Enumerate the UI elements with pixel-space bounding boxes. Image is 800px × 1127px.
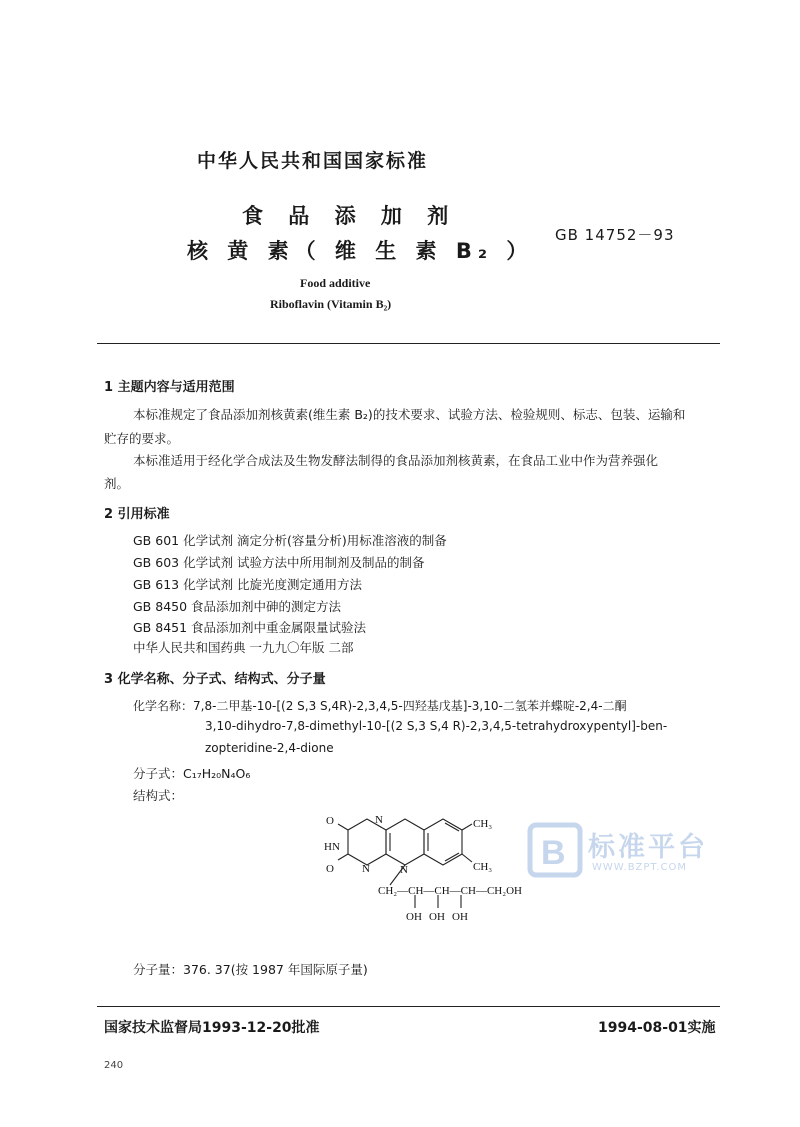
molecular-weight: 分子量：376. 37(按 1987 年国际原子量) [133,962,368,977]
molecular-formula [133,764,250,782]
reference-item: GB 613 化学试剂 比旋光度测定通用方法 [133,577,363,592]
n-bottom-label: N [362,863,370,875]
side-chain-label: CH₂—CH—CH—CH—CH₂OH [378,885,522,897]
section1-para2-line2: 剂。 [104,476,130,491]
section3-heading: 3 化学名称、分子式、结构式、分子量 [104,672,326,687]
hydroxyl-label: OH [452,911,468,923]
reference-item: GB 603 化学试剂 试验方法中所用制剂及制品的制备 [133,555,425,570]
top-rule [97,343,720,344]
section1-para1-line2: 贮存的要求。 [104,431,180,446]
title-en-line1: Food additive [300,276,371,290]
title-cn-line1: 食 品 添 加 剂 [242,204,458,228]
hydroxyl-label: OH [406,911,422,923]
nh-label: HN [324,841,340,853]
n-top-label: N [375,814,383,826]
watermark-logo-letter: B [541,834,566,872]
oxygen-bottom-label: O [326,863,334,875]
methyl-top-label: CH₃ [473,818,493,830]
hydroxyl-label: OH [429,911,445,923]
title-en-line2: Riboflavin (Vitamin B₂) [270,297,392,311]
reference-item: GB 8451 食品添加剂中重金属限量试验法 [133,620,367,635]
reference-item: GB 8450 食品添加剂中砷的测定方法 [133,599,342,614]
formula-value: C₁₇H₂₀N₄O₆ [183,766,251,781]
watermark-text: 标准平台 [588,832,708,863]
watermark-logo-icon [527,822,583,878]
standard-number: GB 14752－93 [555,226,675,244]
approval-date: 国家技术监督局1993-12-20批准 [104,1020,320,1036]
implementation-date: 1994-08-01实施 [598,1020,716,1036]
nation-standard-heading: 中华人民共和国国家标准 [197,150,429,172]
chemical-name-en-line1: 3,10-dihydro-7,8-dimethyl-10-[(2 S,3 S,4 R)-2,3,4,5-tetrahydroxypentyl]-ben- [205,719,668,733]
formula-label: 分子式： [133,766,184,781]
section1-para2-line1: 本标准适用于经化学合成法及生物发酵法制得的食品添加剂核黄素，在食品工业中作为营养强化 [133,453,659,468]
riboflavin-structure-diagram [320,810,530,930]
footer-rule [97,1006,720,1007]
chemical-name-cn: 化学名称：7,8-二甲基-10-[(2 S,3 S,4R)-2,3,4,5-四羟基戊基]-3,10-二氢苯并蝶啶-2,4-二酮 [133,699,627,713]
section2-heading: 2 引用标准 [104,507,170,522]
section1-heading: 1 主题内容与适用范围 [104,380,235,395]
chemical-name-en-line2: zopteridine-2,4-dione [205,741,334,755]
page-number: 240 [104,1060,124,1071]
reference-item: 中华人民共和国药典 一九九〇年版 二部 [133,640,354,655]
oxygen-top-label: O [326,815,334,827]
structure-label: 结构式： [133,788,184,803]
methyl-bottom-label: CH₃ [473,861,493,873]
n-ring-label: N [400,864,408,876]
watermark-url: WWW.BZPT.COM [592,862,688,873]
title-cn-line2: 核 黄 素（ 维 生 素 B₂ ） [187,239,534,263]
section1-para1-line1: 本标准规定了食品添加剂核黄素(维生素 B₂)的技术要求、试验方法、检验规则、标志、包装、运输和 [133,407,686,422]
reference-item: GB 601 化学试剂 滴定分析(容量分析)用标准溶液的制备 [133,533,447,548]
